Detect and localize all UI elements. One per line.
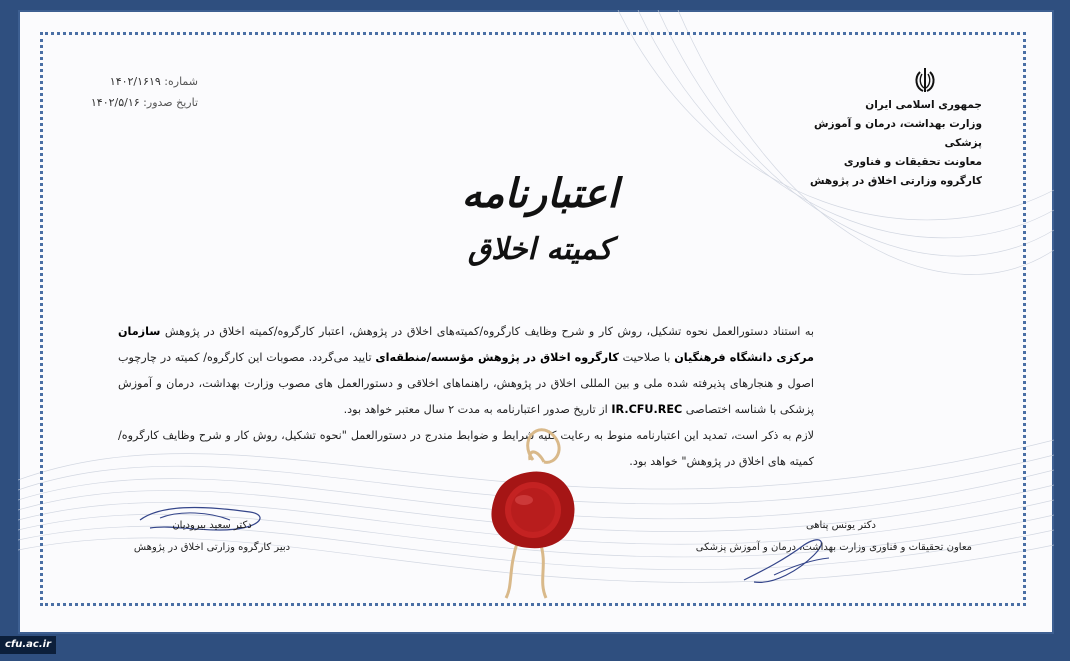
org-line: معاونت تحقیقات و فناوری [843,156,982,168]
site-logo[interactable]: cfu.ac.ir [0,636,56,654]
date-value: ۱۴۰۲/۵/۱۶ [90,96,140,109]
right-signature-block [672,515,972,559]
body-paragraph-1 [118,319,814,423]
left-signer-title: دبیر کارگروه وزارتی اخلاق در پژوهش [133,542,291,553]
wax-seal-icon [478,420,588,600]
committee-code: IR.CFU.REC [611,403,683,416]
certificate-body [118,319,814,475]
certificate-subtitle: کمیته اخلاق [467,232,613,267]
left-signature-block [112,515,312,559]
body-text: از تاریخ صدور اعتبارنامه به مدت ۲ سال معتبر خواهد بود. [343,403,612,416]
number-label: شماره: [164,75,198,88]
org-line: وزارت بهداشت، درمان و آموزش پزشکی [814,118,982,149]
iran-emblem-icon [912,66,938,94]
scope-text: کارگروه اخلاق در پژوهش مؤسسه/منطقه‌ای [375,351,619,364]
org-line: جمهوری اسلامی ایران [865,99,982,111]
certificate-title: اعتبارنامه [461,170,619,217]
body-paragraph-2: لازم به ذکر است، تمدید این اعتبارنامه منوط به رعایت کلیه شرایط و ضوابط مندرج در دستورالعمل "نحوه تشکیل، روش کار و شرح وظایف کارگروه/کمیته های اخلاق در پژوهش" خواهد بود. [118,429,814,468]
right-signer-title: معاون تحقیقات و فناوری وزارت بهداشت، درمان و آموزش پزشکی [695,542,972,553]
body-text: با صلاحیت [618,351,675,364]
organization-header [782,96,982,191]
date-label: تاریخ صدور: [143,96,198,109]
org-name: سازمان مرکزی دانشگاه فرهنگیان [118,325,814,364]
left-signer-name: دکتر سعید بیرودیان [172,520,252,531]
body-text: تایید می‌گردد. مصوبات این کارگروه/ کمیته در چارچوب اصول و هنجارهای پذیرفته شده ملی و بین المللی اخلاق در پژوهش، راهنماهای اخلاقی و دستورالعمل های مصوب وزارت بهداشت، درمان و آموزش پزشکی با شناسه اختصاصی [118,351,814,416]
document-meta [88,71,198,113]
org-line: کارگروه وزارتی اخلاق در پژوهش [810,175,982,187]
body-text: به استناد دستورالعمل نحوه تشکیل، روش کار و شرح وظایف کارگروه/کمیته‌های اخلاق در پژوهش، اعتبار کارگروه/کمیته اخلاق در پژوهش [160,325,814,338]
number-value: ۱۴۰۲/۱۶۱۹ [109,75,161,88]
right-signer-name: دکتر یونس پناهی [805,520,876,531]
